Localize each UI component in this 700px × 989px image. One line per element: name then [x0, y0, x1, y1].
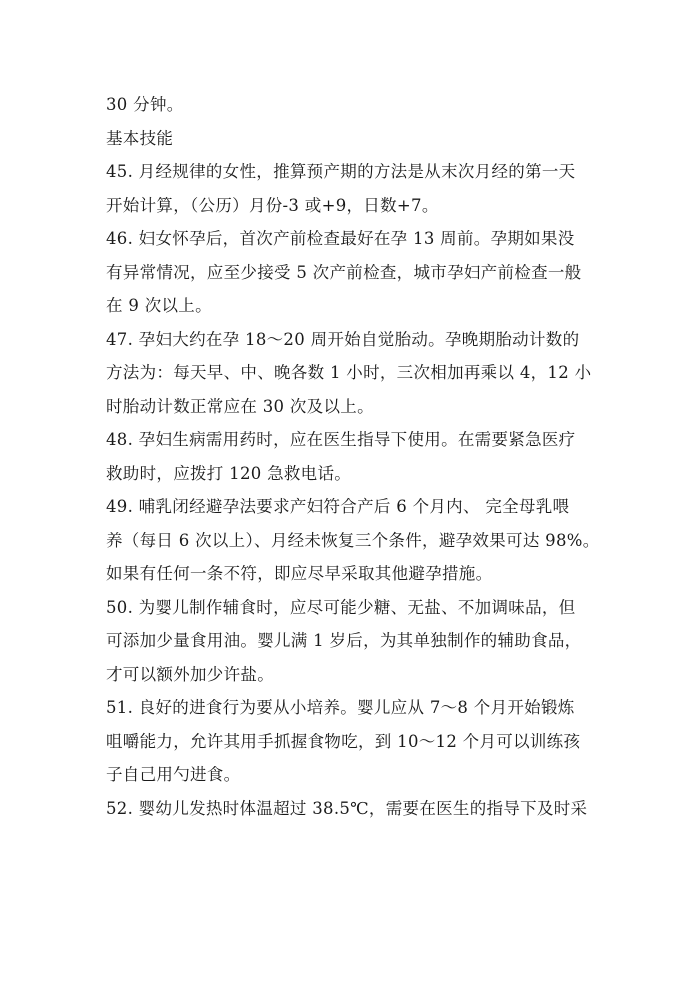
- text-line: 养（每日 6 次以上）、月经未恢复三个条件，避孕效果可达 98%。: [106, 530, 600, 550]
- text-line: 在 9 次以上。: [106, 296, 212, 315]
- text-line: 方法为：每天早、中、晚各数 1 小时，三次相加再乘以 4，12 小: [106, 363, 592, 382]
- section-heading: 基本技能: [106, 128, 174, 148]
- text-line: 子自己用勺进食。: [106, 765, 241, 784]
- text-line: 46. 妇女怀孕后，首次产前检查最好在孕 13 周前。孕期如果没: [106, 229, 575, 248]
- text-line: 50. 为婴儿制作辅食时，应尽可能少糖、无盐、不加调味品，但: [106, 597, 576, 617]
- text-line: 48. 孕妇生病需用药时，应在医生指导下使用。在需要紧急医疗: [106, 430, 576, 449]
- text-line: 才可以额外加少许盐。: [106, 664, 274, 684]
- text-line: 时胎动计数正常应在 30 次及以上。: [106, 396, 374, 416]
- text-line: 30 分钟。: [106, 95, 184, 114]
- text-line: 可添加少量食用油。婴儿满 1 岁后，为其单独制作的辅助食品，: [106, 631, 582, 650]
- text-line: 51. 良好的进食行为要从小培养。婴儿应从 7～8 个月开始锻炼: [106, 698, 575, 717]
- text-line: 开始计算，（公历）月份-3 或+9，日数+7。: [106, 195, 439, 215]
- document-body: [106, 88, 600, 825]
- text-line: 咀嚼能力，允许其用手抓握食物吃，到 10～12 个月可以训练孩: [106, 731, 581, 751]
- text-line: 52. 婴幼儿发热时体温超过 38.5℃，需要在医生的指导下及时采: [106, 798, 588, 818]
- text-line: 如果有任何一条不符，即应尽早采取其他避孕措施。: [106, 564, 493, 583]
- text-line: 47. 孕妇大约在孕 18～20 周开始自觉胎动。孕晚期胎动计数的: [106, 329, 580, 349]
- text-line: 45. 月经规律的女性，推算预产期的方法是从末次月经的第一天: [106, 162, 576, 181]
- text-line: 49. 哺乳闭经避孕法要求产妇符合产后 6 个月内、 完全母乳喂: [106, 497, 570, 516]
- text-line: 救助时，应拨打 120 急救电话。: [106, 463, 352, 483]
- text-line: 有异常情况，应至少接受 5 次产前检查，城市孕妇产前检查一般: [106, 262, 582, 282]
